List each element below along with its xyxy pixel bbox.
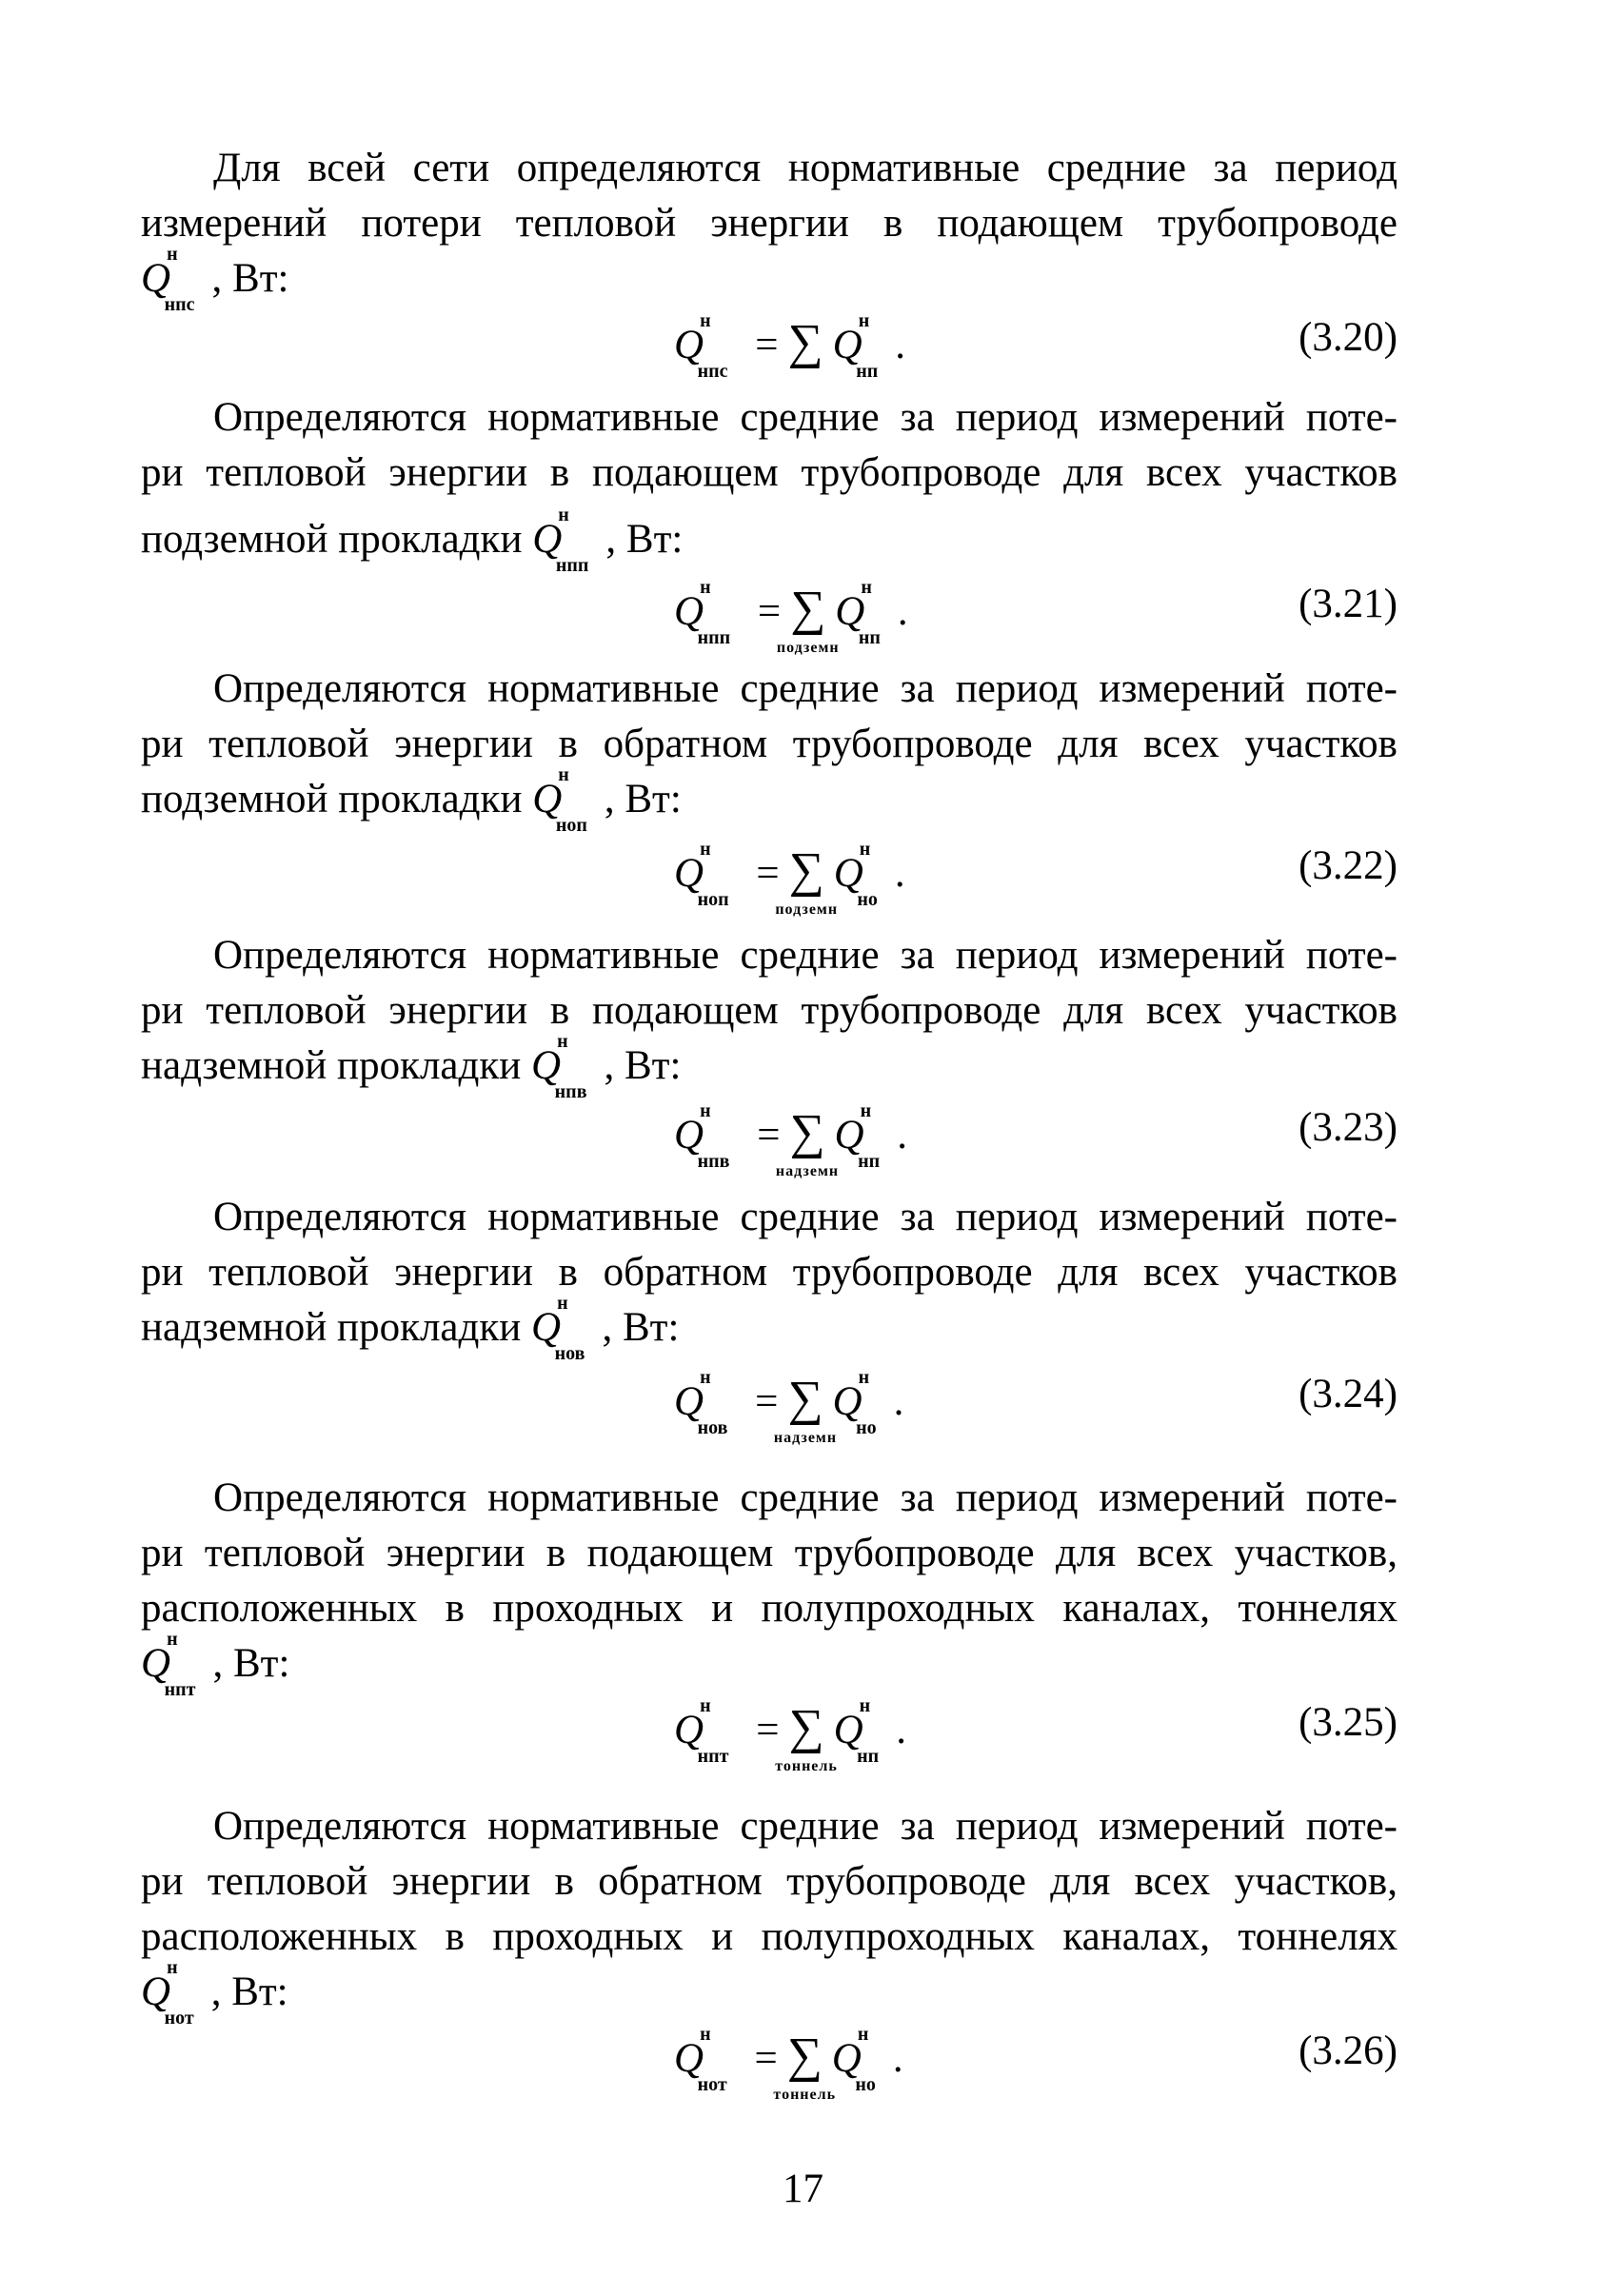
formula-rhs: $Q^н_{нп}$ — [833, 1694, 880, 1767]
paragraph-line: ри тепловой энергии в обратном трубопроводе для всех участков, — [141, 1859, 1398, 1904]
formula-rhs: $Q^н_{нп}$ — [832, 309, 879, 382]
equation-number: (3.20) — [1299, 315, 1398, 360]
equation-number: (3.26) — [1299, 2029, 1398, 2073]
symbol-q-npv: $Q^н_{нпв}$ — [531, 1030, 587, 1102]
equation-number: (3.21) — [1299, 582, 1398, 626]
formula-rhs: $Q^н_{но}$ — [832, 1366, 877, 1438]
paragraph-5 — [141, 1190, 1398, 1364]
paragraph-line: Определяются нормативные средние за период измерений поте- — [213, 1804, 1398, 1849]
paragraph-line: надземной прокладки $Q^н_{нов}$, Вт: — [141, 1292, 680, 1364]
symbol-q-nov: $Q^н_{нов}$ — [531, 1292, 585, 1364]
equation-number: (3.25) — [1299, 1700, 1398, 1745]
paragraph-4 — [141, 928, 1398, 1102]
sum-limit: подземн — [776, 640, 840, 656]
formula-lhs: $Q^н_{нпс}$ — [674, 309, 728, 382]
formula-3-24: $Q^н_{нов}$ = ∑ надземн $Q^н_{но}$. (3.24) — [674, 1366, 1398, 1446]
sum-operator: ∑ — [787, 315, 823, 369]
formula-3-25: $Q^н_{нпт}$ = ∑ тоннель $Q^н_{нп}$. (3.25) — [674, 1694, 1398, 1774]
sum-limit: надземн — [775, 1163, 840, 1179]
equation-number: (3.23) — [1299, 1105, 1398, 1150]
paragraph-line: Определяются нормативные средние за период измерений поте- — [213, 1475, 1398, 1520]
formula-rhs: $Q^н_{но}$ — [833, 838, 878, 910]
symbol-q-nop: $Q^н_{ноп}$ — [532, 763, 587, 836]
paragraph-3 — [141, 662, 1398, 836]
paragraph-7 — [141, 1799, 1398, 2029]
formula-rhs: $Q^н_{нп}$ — [834, 1099, 881, 1172]
paragraph-line: ри тепловой энергии в подающем трубопроводе для всех участков — [141, 450, 1398, 495]
symbol-q-nps: $Q^н_{нпс}$ — [141, 243, 195, 315]
formula-lhs: $Q^н_{нпт}$ — [674, 1694, 729, 1767]
paragraph-2 — [141, 390, 1398, 576]
symbol-q-not: $Q^н_{нот}$ — [141, 1956, 194, 2029]
formula-3-21: $Q^н_{нпп}$ = ∑ подземн $Q^н_{нп}$. (3.21) — [674, 576, 1398, 656]
paragraph-line: Определяются нормативные средние за период измерений поте- — [213, 1195, 1398, 1239]
paragraph-line: $Q^н_{нпс}$, Вт: — [141, 243, 289, 315]
paragraph-line: ри тепловой энергии в обратном трубопроводе для всех участков — [141, 722, 1398, 766]
paragraph-line: измерений потери тепловой энергии в подающем трубопроводе — [141, 201, 1398, 246]
sum-operator: ∑ подземн — [776, 582, 840, 656]
symbol-q-npp: $Q^н_{нпп}$ — [532, 504, 589, 576]
formula-rhs: $Q^н_{но}$ — [831, 2023, 876, 2095]
equation-number: (3.24) — [1299, 1372, 1398, 1416]
paragraph-line: $Q^н_{нпт}$, Вт: — [141, 1628, 290, 1700]
paragraph-line: ри тепловой энергии в подающем трубопроводе для всех участков, — [141, 1531, 1398, 1575]
sum-operator: ∑ тоннель — [775, 1700, 838, 1774]
sum-limit: тоннель — [773, 2087, 837, 2103]
sum-operator: ∑ надземн — [775, 1105, 840, 1179]
paragraph-line: подземной прокладки $Q^н_{ноп}$, Вт: — [141, 763, 682, 836]
paragraph-line: надземной прокладки $Q^н_{нпв}$, Вт: — [141, 1030, 682, 1102]
paragraph-1 — [141, 141, 1398, 315]
paragraph-line: $Q^н_{нот}$, Вт: — [141, 1956, 288, 2029]
paragraph-line: ри тепловой энергии в подающем трубопроводе для всех участков — [141, 988, 1398, 1033]
paragraph-line: Определяются нормативные средние за период измерений поте- — [213, 666, 1398, 711]
formula-3-26: $Q^н_{нот}$ = ∑ тоннель $Q^н_{но}$. (3.26) — [674, 2023, 1398, 2103]
formula-3-20: $Q^н_{нпс}$ = ∑ $Q^н_{нп}$. (3.20) — [674, 309, 1398, 382]
sum-operator: ∑ надземн — [773, 1372, 838, 1446]
paragraph-6 — [141, 1471, 1398, 1700]
sum-limit: тоннель — [775, 1758, 838, 1774]
formula-lhs: $Q^н_{ноп}$ — [674, 838, 729, 910]
sum-operator: ∑ подземн — [775, 843, 839, 918]
formula-lhs: $Q^н_{нов}$ — [674, 1366, 728, 1438]
paragraph-line: ри тепловой энергии в обратном трубопроводе для всех участков — [141, 1250, 1398, 1295]
paragraph-line: Определяются нормативные средние за период измерений поте- — [213, 395, 1398, 440]
sum-limit: подземн — [775, 901, 839, 918]
symbol-q-npt: $Q^н_{нпт}$ — [141, 1628, 196, 1700]
sum-limit: надземн — [773, 1430, 838, 1446]
paragraph-line: расположенных в проходных и полупроходных каналах, тоннелях — [141, 1586, 1398, 1631]
formula-lhs: $Q^н_{нот}$ — [674, 2023, 727, 2095]
paragraph-line: Определяются нормативные средние за период измерений поте- — [213, 933, 1398, 978]
formula-lhs: $Q^н_{нпп}$ — [674, 576, 731, 648]
formula-rhs: $Q^н_{нп}$ — [835, 576, 881, 648]
formula-lhs: $Q^н_{нпв}$ — [674, 1099, 730, 1172]
page-number: 17 — [783, 2167, 823, 2211]
equation-number: (3.22) — [1299, 843, 1398, 888]
sum-operator: ∑ тоннель — [773, 2029, 837, 2103]
formula-3-23: $Q^н_{нпв}$ = ∑ надземн $Q^н_{нп}$. (3.23) — [674, 1099, 1398, 1179]
paragraph-line: подземной прокладки $Q^н_{нпп}$, Вт: — [141, 504, 684, 576]
formula-3-22: $Q^н_{ноп}$ = ∑ подземн $Q^н_{но}$. (3.22) — [674, 838, 1398, 918]
paragraph-line: Для всей сети определяются нормативные средние за период — [213, 146, 1398, 190]
paragraph-line: расположенных в проходных и полупроходных каналах, тоннелях — [141, 1914, 1398, 1959]
